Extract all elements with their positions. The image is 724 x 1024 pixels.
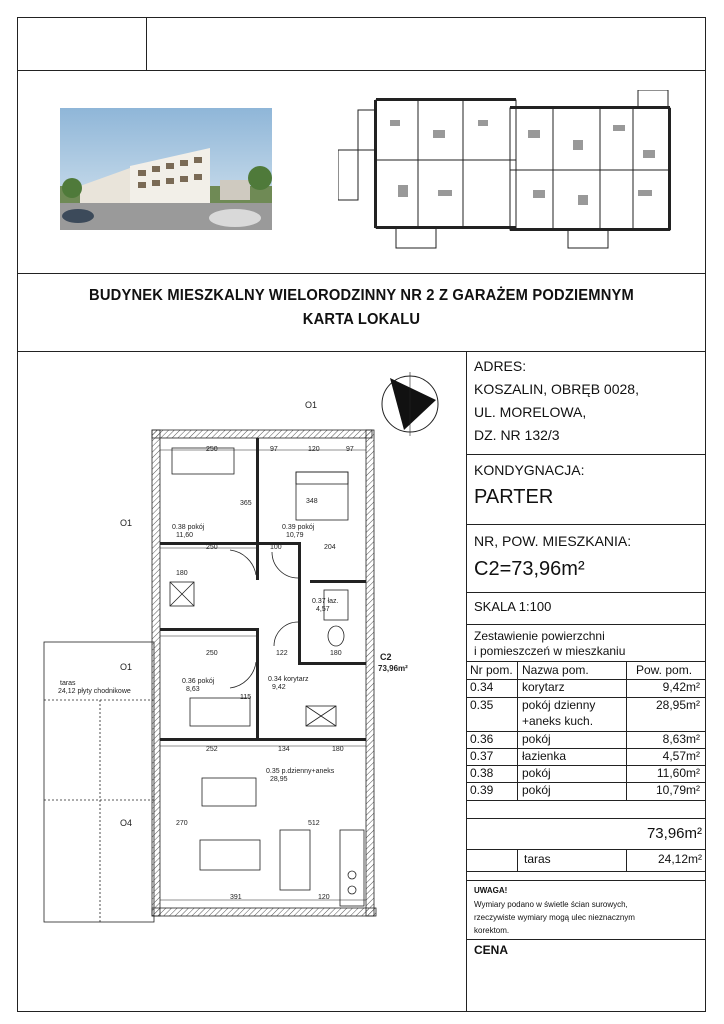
window-label-left1: O1: [120, 518, 133, 528]
table-grid: [517, 661, 518, 800]
title-top-divider: [17, 273, 706, 274]
dim-label: 391: [230, 894, 242, 901]
address-line3: DZ. NR 132/3: [474, 427, 560, 443]
dim-label: 115: [240, 694, 252, 701]
table-grid: [466, 697, 706, 698]
notes-line1: Wymiary podano w świetle ścian surowych,: [474, 900, 628, 909]
room-area: 11,60m²: [656, 766, 700, 780]
room-name: pokój dzienny: [522, 698, 596, 712]
divider: [466, 524, 706, 525]
dim-label: 270: [176, 820, 188, 827]
table-grid: [466, 679, 706, 680]
room-label-area: 9,42: [272, 684, 286, 691]
header-divider: [17, 70, 706, 71]
room-area: 4,57m²: [662, 749, 700, 763]
divider: [466, 871, 706, 872]
address-line1: KOSZALIN, OBRĘB 0028,: [474, 381, 639, 397]
room-label-area: 28,95: [270, 776, 288, 783]
room-name-line2: +aneks kuch.: [522, 714, 594, 728]
room-label: 0.38 pokój: [172, 524, 205, 531]
price-label: CENA: [474, 943, 509, 957]
dim-label: 348: [306, 498, 318, 505]
room-label-area: 10,79: [286, 532, 304, 539]
room-label: 0.37 łaz.: [312, 598, 339, 605]
unit-value: C2=73,96m²: [474, 558, 585, 580]
divider: [466, 454, 706, 455]
total-area: 73,96m²: [646, 825, 702, 842]
notes-line3: korektom.: [474, 926, 510, 935]
scale-label: SKALA 1:100: [474, 599, 552, 614]
window-label-left2: O1: [120, 662, 133, 672]
divider: [466, 624, 706, 625]
room-label: 0.36 pokój: [182, 678, 215, 685]
window-label-top: O1: [305, 400, 318, 410]
terrace-label: taras: [524, 852, 551, 866]
table-grid: [626, 661, 627, 800]
terrace-area: 24,12m²: [657, 852, 702, 866]
room-area: 28,95m²: [655, 698, 700, 712]
room-label-area: 8,63: [186, 686, 200, 693]
room-label: 0.35 p.dzienny+aneks: [266, 768, 335, 775]
unit-tag-area: 73,96m²: [378, 664, 408, 673]
dim-label: 100: [270, 544, 282, 551]
room-nr: 0.35: [470, 698, 494, 712]
room-label-area: 4,57: [316, 606, 330, 613]
col-header-area: Pow. pom.: [636, 663, 693, 677]
table-row: [466, 783, 706, 799]
building-floorplan-thumbnail: [338, 90, 680, 250]
terrace-plan-label: taras: [60, 680, 76, 687]
dim-label: 204: [324, 544, 336, 551]
address-line2: UL. MORELOWA,: [474, 404, 587, 420]
room-nr: 0.38: [470, 766, 494, 780]
table-grid: [626, 849, 627, 871]
col-header-name: Nazwa pom.: [522, 663, 589, 677]
room-nr: 0.34: [470, 680, 494, 694]
table-row: [466, 749, 706, 765]
dim-label: 250: [206, 650, 218, 657]
table-row: [466, 766, 706, 782]
room-area: 9,42m²: [662, 680, 700, 694]
dim-label: 512: [308, 820, 320, 827]
building-photo: [60, 108, 272, 230]
room-name: korytarz: [522, 680, 565, 694]
divider: [466, 880, 706, 881]
table-grid: [466, 800, 706, 801]
unit-label: NR, POW. MIESZKANIA:: [474, 533, 632, 549]
col-header-nr: Nr pom.: [470, 663, 513, 677]
address-label: ADRES:: [474, 358, 527, 374]
dim-label: 250: [206, 544, 218, 551]
dim-label: 180: [330, 650, 342, 657]
table-row: [466, 732, 706, 748]
table-row: [466, 680, 706, 696]
dim-label: 97: [346, 446, 354, 453]
document-title: BUDYNEK MIESZKALNY WIELORODZINNY NR 2 Z GARAŻEM PODZIEMNYM: [89, 287, 634, 304]
apartment-floorplan: [40, 400, 440, 960]
window-label-left3: O4: [120, 818, 133, 828]
divider: [466, 849, 706, 850]
dim-label: 120: [318, 894, 330, 901]
storey-label: KONDYGNACJA:: [474, 462, 585, 478]
dim-label: 134: [278, 746, 290, 753]
room-area: 10,79m²: [655, 783, 700, 797]
room-area: 8,63m²: [662, 732, 700, 746]
table-grid: [466, 748, 706, 749]
room-label-area: 11,60: [176, 532, 193, 539]
summary-title-line2: i pomieszczeń w mieszkaniu: [474, 644, 626, 658]
unit-tag: C2: [380, 652, 392, 662]
notes-title: UWAGA!: [474, 886, 508, 895]
header-box-divider: [146, 17, 147, 70]
dim-label: 180: [176, 570, 188, 577]
table-grid: [466, 782, 706, 783]
room-nr: 0.36: [470, 732, 494, 746]
dim-label: 180: [332, 746, 344, 753]
storey-value: PARTER: [474, 486, 554, 508]
room-name: pokój: [522, 783, 551, 797]
divider: [466, 661, 706, 662]
room-name: pokój: [522, 766, 551, 780]
table-grid: [466, 765, 706, 766]
dim-label: 250: [206, 446, 218, 453]
table-header-row: [466, 663, 706, 679]
room-nr: 0.37: [470, 749, 494, 763]
room-name: łazienka: [522, 749, 567, 763]
room-label: 0.39 pokój: [282, 524, 315, 531]
table-grid: [466, 731, 706, 732]
table-grid: [517, 849, 518, 871]
divider: [466, 592, 706, 593]
room-label: 0.34 korytarz: [268, 676, 309, 683]
dim-label: 122: [276, 650, 288, 657]
dim-label: 365: [240, 500, 252, 507]
room-name: pokój: [522, 732, 551, 746]
terrace-surface-label: 24,12 płyty chodnikowe: [58, 688, 131, 695]
dim-label: 97: [270, 446, 278, 453]
room-nr: 0.39: [470, 783, 494, 797]
dim-label: 252: [206, 746, 218, 753]
divider: [466, 939, 706, 940]
title-bottom-divider: [17, 351, 706, 352]
summary-title-line1: Zestawienie powierzchni: [474, 629, 605, 643]
notes-line2: rzeczywiste wymiary mogą ulec nieznacznym: [474, 913, 635, 922]
table-row: [466, 698, 706, 730]
dim-label: 120: [308, 446, 320, 453]
document-subtitle: KARTA LOKALU: [302, 311, 421, 328]
table-grid: [466, 818, 706, 819]
